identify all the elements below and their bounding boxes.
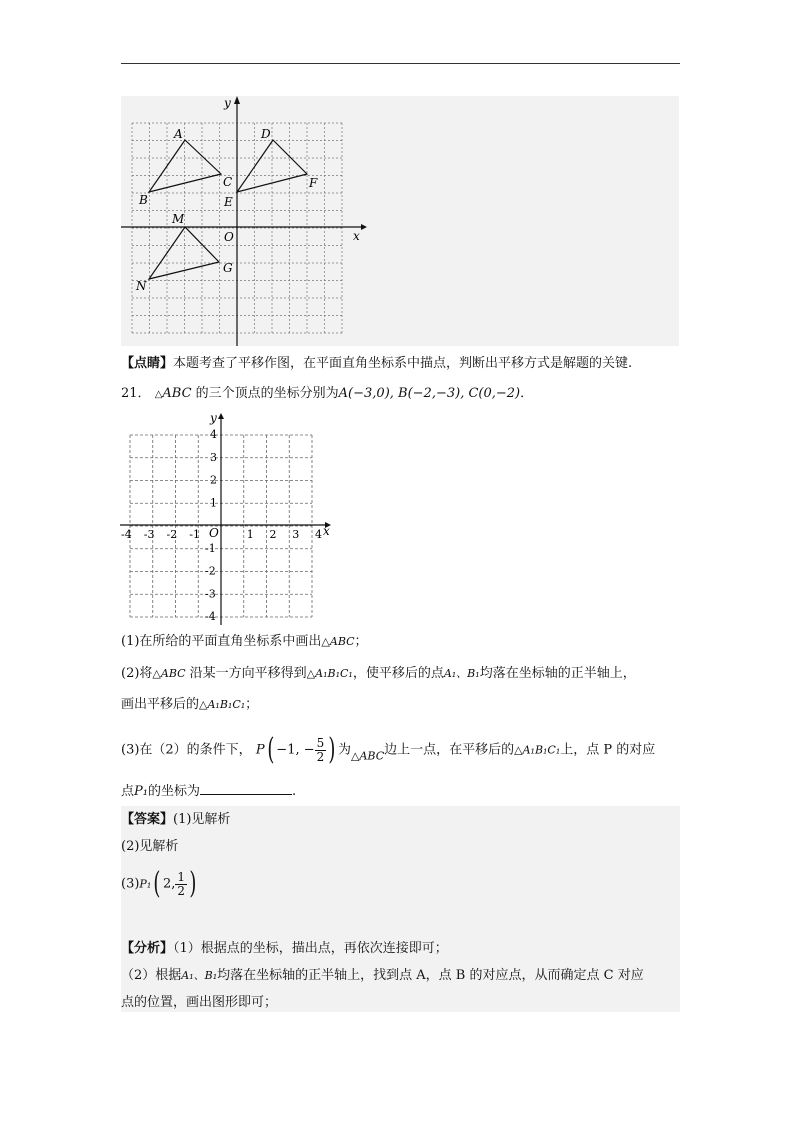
part3-point-p1: P₁ bbox=[134, 784, 148, 799]
analysis-1: （1）根据点的坐标，描出点，再依次连接即可； bbox=[173, 941, 448, 956]
figure2-coordinate-grid bbox=[118, 413, 338, 625]
analysis-tag: 【分析】 bbox=[121, 941, 174, 956]
answer-3-prefix: (3) bbox=[121, 876, 140, 892]
part3-line2 bbox=[121, 780, 296, 802]
part1-end: ； bbox=[354, 634, 368, 649]
triangle-mng bbox=[149, 227, 219, 279]
label-g: G bbox=[223, 261, 233, 275]
part2-line2-triangle1: △A₁B₁C₁ bbox=[199, 698, 246, 711]
label-e: E bbox=[224, 195, 233, 209]
part2-text-a: (2)将 bbox=[121, 666, 153, 681]
part3-triangle1: △A₁B₁C₁ bbox=[514, 743, 561, 757]
part3-frac-num: 5 bbox=[316, 735, 325, 750]
part3-frac-den: 2 bbox=[316, 749, 325, 764]
grid2-x-tick-label: -2 bbox=[166, 528, 178, 541]
part3-triangle: △ABC bbox=[351, 749, 385, 763]
part1-text: (1)在所给的平面直角坐标系中画出 bbox=[121, 634, 322, 649]
y-axis-arrow-icon bbox=[234, 96, 240, 104]
question-coords: A(−3,0), B(−2,−3), C(0,−2) bbox=[338, 386, 521, 401]
analysis-line3 bbox=[121, 993, 277, 1013]
grid2-y-tick-label: 2 bbox=[210, 473, 217, 487]
analysis-3: 点的位置，画出图形即可； bbox=[121, 995, 278, 1010]
remark-line bbox=[121, 354, 632, 374]
answer-3-num: 1 bbox=[177, 869, 185, 884]
part2-line2-text: 画出平移后的 bbox=[121, 697, 200, 712]
grid2-y-label: y bbox=[210, 413, 217, 425]
header-rule bbox=[121, 63, 680, 64]
grid2-y-tick-label: -3 bbox=[205, 587, 216, 601]
part3-text-c: 边上一点，在平移后的 bbox=[384, 742, 515, 758]
label-x: x bbox=[353, 229, 360, 243]
label-d: D bbox=[261, 127, 271, 141]
part2-text-c: ，使平移后的点 bbox=[352, 666, 444, 681]
part1-triangle: △ABC bbox=[321, 635, 355, 648]
part2-points: A₁、B₁ bbox=[443, 667, 480, 680]
label-origin: O bbox=[224, 230, 234, 244]
part3-point-p: P bbox=[255, 742, 265, 758]
answer-2: (2)见解析 bbox=[121, 839, 179, 854]
part2-line1 bbox=[121, 664, 636, 684]
label-m: M bbox=[172, 212, 185, 226]
grid2-y-tick-label: -2 bbox=[205, 564, 216, 578]
part3-text-b: 为 bbox=[337, 742, 351, 758]
analysis-2-points: A₁、B₁ bbox=[181, 969, 218, 982]
remark-tag: 【点睛】 bbox=[121, 356, 174, 371]
question-tri-symbol: △ bbox=[154, 389, 163, 400]
analysis-2b: 均落在坐标轴的正半轴上，找到点 A，点 B 的对应点，从而确定点 C 对应 bbox=[217, 968, 644, 983]
part2-text-d: 均落在坐标轴的正半轴上， bbox=[479, 666, 636, 681]
part3-line1: (3)在（2）的条件下， P( −1, − $\frac{5}{2}$ ) 为$_{\triangle ABC}$边上一点，在平移后的△A₁B₁C₁上，点 P 的对应 bbox=[121, 732, 656, 767]
part3-text-d: 上，点 P 的对应 bbox=[560, 742, 656, 758]
grid2-x-tick-label: 3 bbox=[292, 528, 300, 541]
question-stem-end: ． bbox=[520, 386, 534, 401]
grid2-x-tick-label: 2 bbox=[269, 528, 277, 541]
question-stem-mid: 的三个顶点的坐标分别为 bbox=[191, 386, 339, 401]
answer-3-point: P₁ bbox=[139, 877, 152, 891]
label-n: N bbox=[136, 279, 147, 293]
answer-blank[interactable] bbox=[200, 780, 292, 795]
answer-line1 bbox=[121, 810, 230, 830]
part3-text-a: (3)在（2）的条件下， bbox=[121, 742, 252, 758]
x-axis-arrow-icon bbox=[361, 224, 367, 230]
analysis-line1 bbox=[121, 939, 448, 959]
grid2-x-tick-label: -3 bbox=[143, 528, 155, 541]
part2-line2 bbox=[121, 695, 258, 715]
grid2-y-tick-label: -4 bbox=[205, 610, 216, 623]
grid2-y-tick-label: 3 bbox=[210, 450, 217, 464]
figure1-translation-graph bbox=[121, 96, 367, 346]
grid2-origin: O bbox=[209, 526, 219, 540]
part3-line2-text-b: 的坐标为 bbox=[147, 784, 200, 799]
label-f: F bbox=[309, 176, 318, 190]
part2-triangle1: △A₁B₁C₁ bbox=[306, 667, 353, 680]
part3-line2-end: . bbox=[292, 784, 297, 799]
part3-line2-text: 点 bbox=[121, 784, 135, 799]
label-b: B bbox=[139, 193, 148, 207]
grid2-x-tick-label: -4 bbox=[121, 528, 132, 541]
question-number: 21． bbox=[121, 386, 151, 401]
answer-3-x: 2, bbox=[162, 876, 176, 892]
analysis-2a: （2）根据 bbox=[121, 968, 182, 983]
label-c: C bbox=[223, 175, 233, 189]
part2-text-b: 沿某一方向平移得到 bbox=[185, 666, 307, 681]
label-a: A bbox=[174, 127, 183, 141]
grid2-y-tick-label: 4 bbox=[210, 428, 217, 441]
answer-line2 bbox=[121, 837, 178, 857]
grid2-y-tick-label: 1 bbox=[210, 496, 217, 510]
part1-line bbox=[121, 632, 368, 652]
remark-text: 本题考查了平移作图，在平面直角坐标系中描点，判断出平移方式是解题的关键. bbox=[173, 356, 633, 371]
grid2-x-label: x bbox=[323, 524, 330, 538]
grid2-x-tick-label: -1 bbox=[189, 528, 200, 541]
grid2-y-arrow-icon bbox=[218, 413, 224, 419]
triangle-abc bbox=[149, 140, 221, 192]
figure1-side-panel bbox=[364, 96, 679, 346]
question-abc: ABC bbox=[162, 386, 192, 401]
part3-coord: −1, − bbox=[276, 742, 315, 758]
analysis-line2 bbox=[121, 966, 644, 986]
question-stem bbox=[121, 384, 533, 405]
part2-line2-end: ； bbox=[245, 697, 259, 712]
label-y: y bbox=[224, 96, 231, 110]
answer-3-den: 2 bbox=[177, 883, 185, 898]
grid2-x-tick-label: 4 bbox=[315, 528, 322, 541]
grid2-x-tick-label: 1 bbox=[246, 528, 254, 541]
answer-tag: 【答案】 bbox=[121, 812, 174, 827]
grid2-y-tick-label: -1 bbox=[205, 541, 216, 555]
answer-1: (1)见解析 bbox=[173, 812, 231, 827]
answer-line3: (3)P₁( 2, $\frac{1}{2}$ ) bbox=[121, 866, 197, 901]
part2-triangle: △ABC bbox=[152, 667, 186, 680]
